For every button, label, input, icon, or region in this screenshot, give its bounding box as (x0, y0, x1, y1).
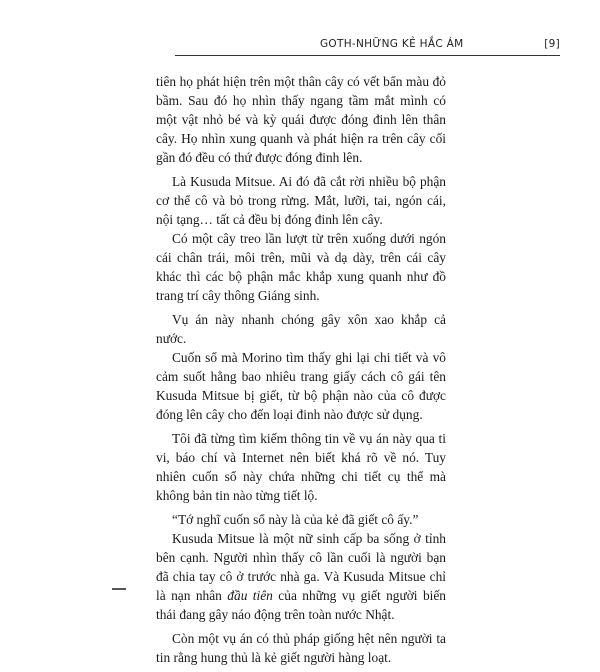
paragraph: Vụ án này nhanh chóng gây xôn xao khắp cả nước. (156, 312, 446, 346)
page-edge-mark (112, 588, 126, 590)
page-number: [9] (544, 38, 560, 50)
paragraph: tiên họ phát hiện trên một thân cây có vết bẩn màu đỏ bầm. Sau đó họ nhìn thấy ngang tầm mắt mình có một vật nhỏ bé và kỳ quái được đóng đinh lên thân cây. Họ nhìn xung quanh và phát hiện ra trên cây cối gần đó đều có thứ được đóng đinh lên. (156, 74, 446, 165)
book-title: GOTH-NHỮNG KẺ HẮC ÁM (320, 38, 464, 50)
header-rule (175, 55, 560, 56)
paragraph: Là Kusuda Mitsue. Ai đó đã cắt rời nhiều bộ phận cơ thể cô và bỏ trong rừng. Mắt, lưỡi, tai, ngón cái, nội tạng… tất cả đều bị đóng đinh lên cây. (156, 174, 446, 227)
running-header (320, 38, 560, 50)
paragraph: Có một cây treo lần lượt từ trên xuống dưới ngón cái chân trái, môi trên, mũi và dạ dày, trên cái cây khác thì các bộ phận mắc khắp xung quanh như đồ trang trí cây thông Giáng sinh. (156, 231, 446, 303)
emphasized-text: đầu tiên (227, 588, 273, 603)
paragraph (156, 529, 446, 624)
paragraph: Còn một vụ án có thủ pháp giống hệt nên người ta tin rằng hung thủ là kẻ giết người hàng loạt. (156, 631, 446, 665)
paragraph: Tôi đã từng tìm kiếm thông tin về vụ án này qua ti vi, báo chí và Internet nên biết khá rõ về nó. Tuy nhiên cuốn sổ này chứa những chi tiết cụ thể mà không bản tin nào từng tiết lộ. (156, 431, 446, 503)
quote-paragraph: “Tớ nghĩ cuốn sổ này là của kẻ đã giết cô ấy.” (172, 512, 419, 527)
paragraph: Cuốn sổ mà Morino tìm thấy ghi lại chi tiết và vô cảm suốt hằng bao nhiêu trang giấy cách cô gái tên Kusuda Mitsue bị giết, từ bộ phận nào của cô được đóng lên cây cho đến loại đinh nào được sử dụng. (156, 350, 446, 422)
paragraph-text: của những vụ giết người biến thái đang gây náo động trên toàn nước Nhật. (156, 588, 447, 622)
paragraph-text: Kusuda Mitsue là một nữ sinh cấp ba sống ở tỉnh bên cạnh. Người nhìn thấy cô lần cuối là người bạn đã chia tay cô ở trước nhà ga. Và Kusuda Mitsue chỉ là nạn nhân (156, 531, 446, 603)
body-text (156, 72, 446, 672)
